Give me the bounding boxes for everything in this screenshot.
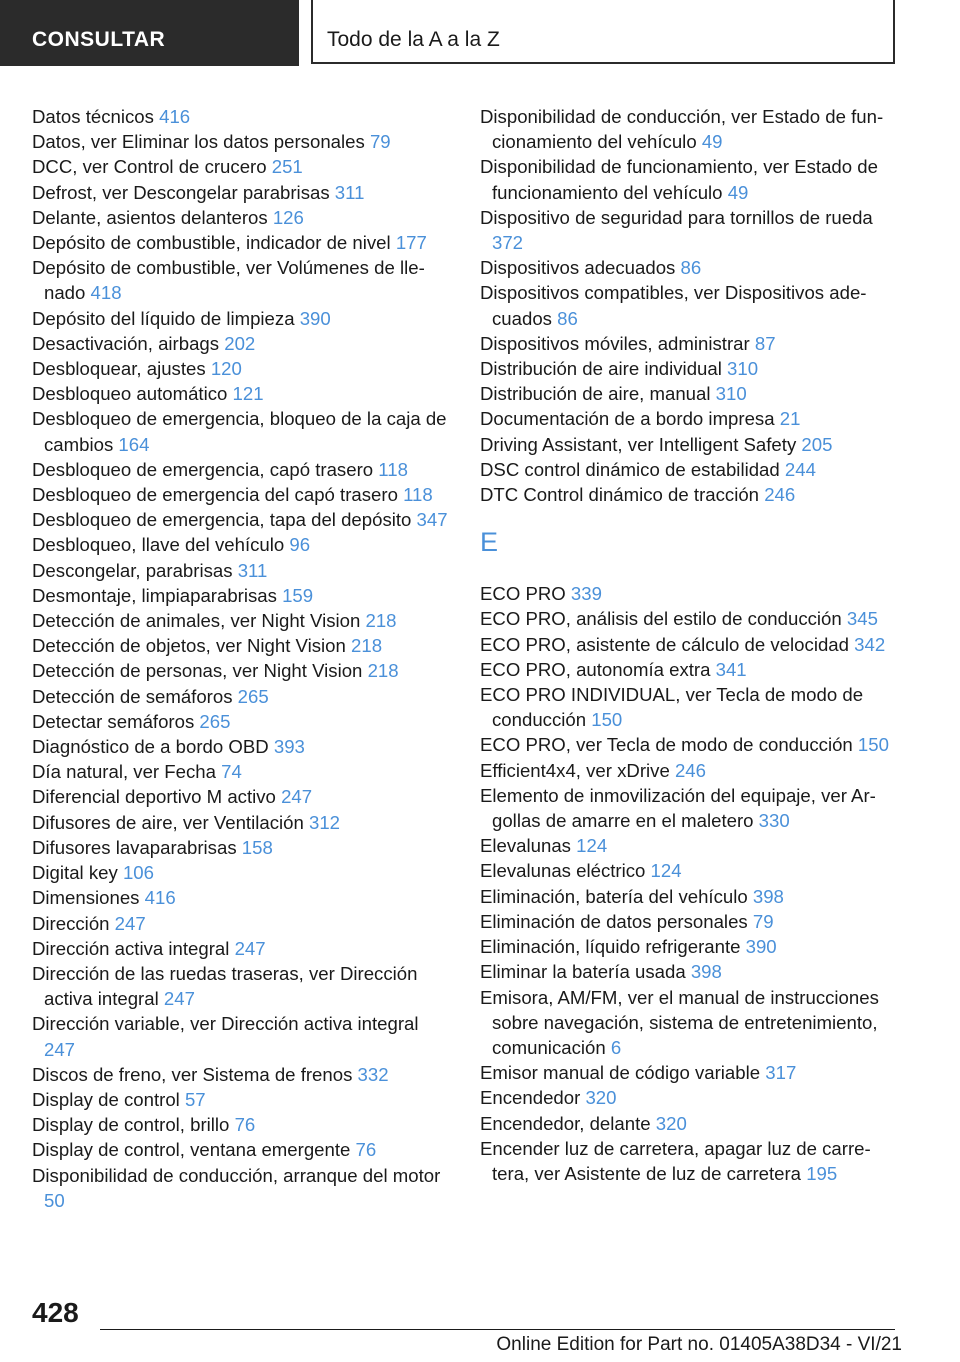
index-entry <box>32 583 450 608</box>
index-entry <box>32 306 450 331</box>
index-entry-term: Diferencial deportivo M activo <box>32 786 282 808</box>
index-entry-term: Dirección variable, ver Dirección activa integral <box>32 1013 419 1035</box>
page-reference-link[interactable]: 57 <box>184 1088 206 1110</box>
index-entry-term: ECO PRO, ver Tecla de modo de conducción <box>480 734 858 756</box>
page-reference-link[interactable]: 86 <box>680 257 702 279</box>
page-reference-link[interactable]: 398 <box>690 961 722 983</box>
index-entry-term: Dispositivos adecuados <box>480 257 681 279</box>
page-reference-link[interactable]: 311 <box>237 559 268 581</box>
index-entry <box>480 104 900 154</box>
page-reference-link[interactable]: 218 <box>367 660 399 682</box>
index-column-left <box>32 104 450 1213</box>
index-entry <box>32 457 450 482</box>
index-entry <box>480 457 900 482</box>
index-entry-term: Detectar semáforos <box>32 710 200 732</box>
index-entry-term: Emisora, AM/FM, ver el manual de instrucciones sobre navegación, sistema de entretenimiento, comunicación <box>480 986 879 1058</box>
index-entry-term: DCC, ver Control de crucero <box>32 156 272 178</box>
index-entry <box>32 129 450 154</box>
page-reference-link[interactable]: 177 <box>395 232 427 254</box>
page-reference-link[interactable]: 265 <box>237 685 269 707</box>
index-entry-term: Documentación de a bordo impresa <box>480 408 780 430</box>
index-entry <box>32 255 450 305</box>
page-reference-link[interactable]: 418 <box>90 282 122 304</box>
page-reference-link[interactable]: 118 <box>378 458 408 480</box>
page-reference-link[interactable]: 330 <box>758 810 790 832</box>
index-entry <box>480 783 900 833</box>
index-entry-term: Difusores lavaparabrisas <box>32 836 242 858</box>
page-reference-link[interactable]: 218 <box>351 635 383 657</box>
index-entry <box>32 482 450 507</box>
index-entry-term: Dirección <box>32 912 115 934</box>
index-entry-term: Dispositivos móviles, administrar <box>480 332 755 354</box>
page-reference-link[interactable]: 202 <box>224 332 256 354</box>
index-entry <box>480 331 900 356</box>
page-reference-link[interactable]: 265 <box>199 710 231 732</box>
page-reference-link[interactable]: 390 <box>299 307 331 329</box>
index-entry <box>480 758 900 783</box>
index-entry-term: Encendedor, delante <box>480 1112 656 1134</box>
index-entry <box>32 684 450 709</box>
page-reference-link[interactable]: 150 <box>857 734 889 756</box>
index-entry <box>480 909 900 934</box>
index-entry <box>32 1062 450 1087</box>
index-entry-term: ECO PRO, autonomía extra <box>480 658 716 680</box>
index-entry <box>480 959 900 984</box>
index-entry <box>32 230 450 255</box>
index-entry-term: Desbloqueo de emergencia, capó trasero <box>32 458 379 480</box>
index-entry <box>480 432 900 457</box>
index-entry <box>480 632 900 657</box>
index-entry <box>480 356 900 381</box>
index-entry-term: Disponibilidad de conducción, ver Estado de funcionamiento del vehículo <box>480 106 884 153</box>
index-entry <box>480 381 900 406</box>
index-entry <box>32 356 450 381</box>
index-entry-term: DTC Control dinámico de tracción <box>480 484 765 506</box>
index-entry <box>32 784 450 809</box>
page-reference-link[interactable]: 390 <box>745 936 777 958</box>
index-entry-term: ECO PRO INDIVIDUAL, ver Tecla de modo de conducción <box>480 684 864 731</box>
index-entry-term: Datos técnicos <box>32 106 160 127</box>
page-reference-link[interactable]: 49 <box>727 181 749 203</box>
index-entry <box>32 1137 450 1162</box>
index-entry-term: Dirección activa integral <box>32 937 235 959</box>
index-entry-term: Disponibilidad de conducción, arranque del motor <box>32 1164 441 1186</box>
page-reference-link[interactable]: 320 <box>655 1112 687 1134</box>
index-entry-term: Digital key <box>32 862 123 884</box>
index-entry <box>32 507 450 532</box>
index-entry-term: Elevalunas eléctrico <box>480 860 651 882</box>
index-entry <box>480 255 900 280</box>
edition-note: Online Edition for Part no. 01405A38D34 - VI/21 <box>496 1334 902 1355</box>
page-reference-link[interactable]: 118 <box>403 484 433 506</box>
page-reference-link[interactable]: 76 <box>234 1114 256 1136</box>
index-entry-term: Elevalunas <box>480 835 577 857</box>
index-entry <box>32 331 450 356</box>
page-reference-link[interactable]: 79 <box>369 131 391 153</box>
page-reference-link[interactable]: 121 <box>232 383 264 405</box>
page-reference-link[interactable]: 244 <box>784 458 816 480</box>
page-reference-link[interactable]: 205 <box>801 433 833 455</box>
page-reference-link[interactable]: 87 <box>754 332 776 354</box>
index-entry-term: DSC control dinámico de estabilidad <box>480 458 785 480</box>
page-reference-link[interactable]: 6 <box>610 1036 622 1058</box>
index-entry <box>480 1085 900 1110</box>
index-entry-term: Depósito de combustible, ver Volúmenes de llenado <box>32 257 425 304</box>
index-entry-term: Desbloquear, ajustes <box>32 358 211 380</box>
index-entry-term: Detección de semáforos <box>32 685 238 707</box>
page-reference-link[interactable]: 96 <box>289 534 311 556</box>
index-entry-term: Distribución de aire individual <box>480 358 728 380</box>
page-reference-link[interactable]: 347 <box>416 509 448 531</box>
index-entry-term: Desbloqueo, llave del vehículo <box>32 534 290 556</box>
index-entry <box>32 936 450 961</box>
index-entry-term: Display de control <box>32 1088 185 1110</box>
index-entry-term: Descongelar, parabrisas <box>32 559 238 581</box>
index-entry <box>480 657 900 682</box>
index-entry-term: Eliminación, batería del vehículo <box>480 885 753 907</box>
index-entry <box>480 682 900 732</box>
page-reference-link[interactable]: 106 <box>122 862 154 884</box>
page-reference-link[interactable]: 247 <box>114 912 146 934</box>
index-entry <box>32 860 450 885</box>
page-reference-link[interactable]: 393 <box>273 736 305 758</box>
page-reference-link[interactable]: 345 <box>846 608 878 630</box>
index-entry <box>32 104 450 129</box>
index-entry-term: Detección de animales, ver Night Vision <box>32 610 366 632</box>
page-reference-link[interactable]: 126 <box>272 206 304 228</box>
index-entry <box>32 180 450 205</box>
index-entry <box>480 833 900 858</box>
index-entry-term: Difusores de aire, ver Ventilación <box>32 811 309 833</box>
page-reference-link[interactable]: 372 <box>492 232 524 254</box>
page-reference-link[interactable]: 74 <box>221 761 242 783</box>
index-entry <box>32 608 450 633</box>
index-entry <box>480 581 900 606</box>
index-entry-term: Defrost, ver Descongelar parabrisas <box>32 181 335 203</box>
index-entry <box>480 406 900 431</box>
index-entry <box>32 154 450 179</box>
page-reference-link[interactable]: 416 <box>159 106 191 127</box>
index-entry <box>32 709 450 734</box>
index-entry <box>32 810 450 835</box>
index-entry-term: Eliminar la batería usada <box>480 961 691 983</box>
index-entry <box>32 381 450 406</box>
index-entry <box>480 1111 900 1136</box>
index-entry <box>32 759 450 784</box>
index-entry-term: Desmontaje, limpiaparabrisas <box>32 584 283 606</box>
index-entry <box>480 205 900 255</box>
page-reference-link[interactable]: 342 <box>854 633 886 655</box>
section-letter-e: E <box>480 527 499 558</box>
index-entry-term: Discos de freno, ver Sistema de frenos <box>32 1063 358 1085</box>
index-entry <box>480 934 900 959</box>
index-entry-term: Datos, ver Eliminar los datos personales <box>32 131 370 153</box>
index-entry <box>32 835 450 860</box>
page-reference-link[interactable]: 164 <box>118 433 150 455</box>
page-reference-link[interactable]: 310 <box>715 383 747 405</box>
index-entry <box>480 884 900 909</box>
index-entry <box>32 734 450 759</box>
page-reference-link[interactable]: 218 <box>365 610 397 632</box>
index-entry <box>32 1087 450 1112</box>
page-reference-link[interactable]: 49 <box>701 131 723 153</box>
index-column-right <box>480 104 900 1186</box>
index-entry <box>32 205 450 230</box>
page-reference-link[interactable]: 21 <box>779 408 801 430</box>
page-reference-link[interactable]: 332 <box>357 1063 389 1085</box>
page-reference-link[interactable]: 76 <box>355 1139 377 1161</box>
index-entry <box>32 633 450 658</box>
index-entry <box>32 911 450 936</box>
index-entry <box>32 961 450 1011</box>
index-group-d <box>480 104 900 507</box>
page-reference-link[interactable]: 320 <box>585 1087 617 1109</box>
index-entry-term: Encender luz de carretera, apagar luz de carretera, ver Asistente de luz de carretera <box>480 1137 871 1184</box>
index-entry <box>480 154 900 204</box>
index-entry <box>480 606 900 631</box>
index-entry-term: Desbloqueo de emergencia del capó trasero <box>32 484 404 506</box>
page-reference-link[interactable]: 79 <box>752 910 774 932</box>
index-entry-term: Disponibilidad de funcionamiento, ver Estado de funcionamiento del vehículo <box>480 156 878 203</box>
page-reference-link[interactable]: 246 <box>674 759 706 781</box>
page-reference-link[interactable]: 246 <box>764 484 796 506</box>
index-entry-term: Delante, asientos delanteros <box>32 206 273 228</box>
index-entry <box>480 1136 900 1186</box>
page-reference-link[interactable]: 150 <box>591 709 623 731</box>
index-entry <box>480 858 900 883</box>
index-entry-term: Distribución de aire, manual <box>480 383 716 405</box>
index-entry-term: Elemento de inmovilización del equipaje, ver Argollas de amarre en el maletero <box>480 784 876 832</box>
index-entry-term: Efficient4x4, ver xDrive <box>480 759 675 781</box>
page-reference-link[interactable]: 416 <box>144 887 176 909</box>
footer-divider <box>100 1329 895 1330</box>
index-entry <box>32 406 450 456</box>
page-reference-link[interactable]: 50 <box>44 1189 65 1211</box>
page-reference-link[interactable]: 339 <box>570 583 602 605</box>
index-entry-term: Emisor manual de código variable <box>480 1062 766 1084</box>
index-entry-term: Detección de personas, ver Night Vision <box>32 660 368 682</box>
page-reference-link[interactable]: 341 <box>715 658 747 680</box>
page-reference-link[interactable]: 247 <box>281 786 313 808</box>
page-reference-link[interactable]: 247 <box>44 1038 76 1060</box>
index-entry <box>480 1060 900 1085</box>
index-entry-term: Eliminación, líquido refrigerante <box>480 936 746 958</box>
page-reference-link[interactable]: 247 <box>163 988 195 1010</box>
page-reference-link[interactable]: 195 <box>806 1162 838 1184</box>
index-entry <box>32 558 450 583</box>
page-reference-link[interactable]: 247 <box>234 937 266 959</box>
index-entry-term: Desactivación, airbags <box>32 332 225 354</box>
index-entry-term: ECO PRO, asistente de cálculo de velocidad <box>480 633 855 655</box>
index-entry <box>32 658 450 683</box>
index-entry <box>480 280 900 330</box>
page-reference-link[interactable]: 398 <box>752 885 784 907</box>
index-entry-term: Depósito del líquido de limpieza <box>32 307 300 329</box>
index-entry-term: ECO PRO, análisis del estilo de conducción <box>480 608 847 630</box>
index-entry-term: Driving Assistant, ver Intelligent Safety <box>480 433 802 455</box>
index-group-e <box>480 581 900 1186</box>
page-reference-link[interactable]: 251 <box>271 156 303 178</box>
index-entry <box>480 985 900 1061</box>
index-entry-term: Desbloqueo de emergencia, tapa del depósito <box>32 509 417 531</box>
index-entry-term: Encendedor <box>480 1087 586 1109</box>
index-entry-term: Display de control, ventana emergente <box>32 1139 356 1161</box>
index-entry-term: Desbloqueo automático <box>32 383 233 405</box>
index-entry-term: Dirección de las ruedas traseras, ver Dirección activa integral <box>32 962 418 1010</box>
page-reference-link[interactable]: 86 <box>557 307 578 329</box>
page-reference-link[interactable]: 124 <box>650 860 682 882</box>
page-reference-link[interactable]: 158 <box>241 836 273 858</box>
page-reference-link[interactable]: 120 <box>210 358 242 380</box>
page-reference-link[interactable]: 317 <box>765 1062 797 1084</box>
index-entry-term: Eliminación de datos personales <box>480 910 753 932</box>
index-entry-term: Dimensiones <box>32 887 145 909</box>
index-entry <box>32 532 450 557</box>
index-entry <box>32 1163 450 1213</box>
page-number: 428 <box>32 1297 79 1328</box>
index-entry <box>480 732 900 757</box>
index-entry-term: Dispositivos compatibles, ver Dispositivos adecuados <box>480 282 867 329</box>
index-entry <box>32 1112 450 1137</box>
index-entry-term: Desbloqueo de emergencia, bloqueo de la caja de cambios <box>32 408 447 455</box>
index-entry <box>32 1011 450 1061</box>
index-entry <box>480 482 900 507</box>
page-reference-link[interactable]: 310 <box>727 358 759 380</box>
index-entry <box>32 885 450 910</box>
section-tab: CONSULTAR <box>0 0 299 66</box>
index-entry-term: Detección de objetos, ver Night Vision <box>32 635 352 657</box>
page-header <box>0 0 960 66</box>
index-entry-term: ECO PRO <box>480 583 571 605</box>
page-reference-link[interactable]: 311 <box>334 181 365 203</box>
index-entry-term: Dispositivo de seguridad para tornillos de rueda <box>480 206 873 228</box>
chapter-title: Todo de la A a la Z <box>311 0 895 64</box>
page-reference-link[interactable]: 124 <box>576 835 608 857</box>
index-entry-term: Display de control, brillo <box>32 1114 235 1136</box>
index-entry-term: Diagnóstico de a bordo OBD <box>32 736 274 758</box>
page-reference-link[interactable]: 312 <box>308 811 341 833</box>
index-entry-term: Día natural, ver Fecha <box>32 761 222 783</box>
index-entry-term: Depósito de combustible, indicador de nivel <box>32 232 396 254</box>
page-reference-link[interactable]: 159 <box>282 584 314 606</box>
